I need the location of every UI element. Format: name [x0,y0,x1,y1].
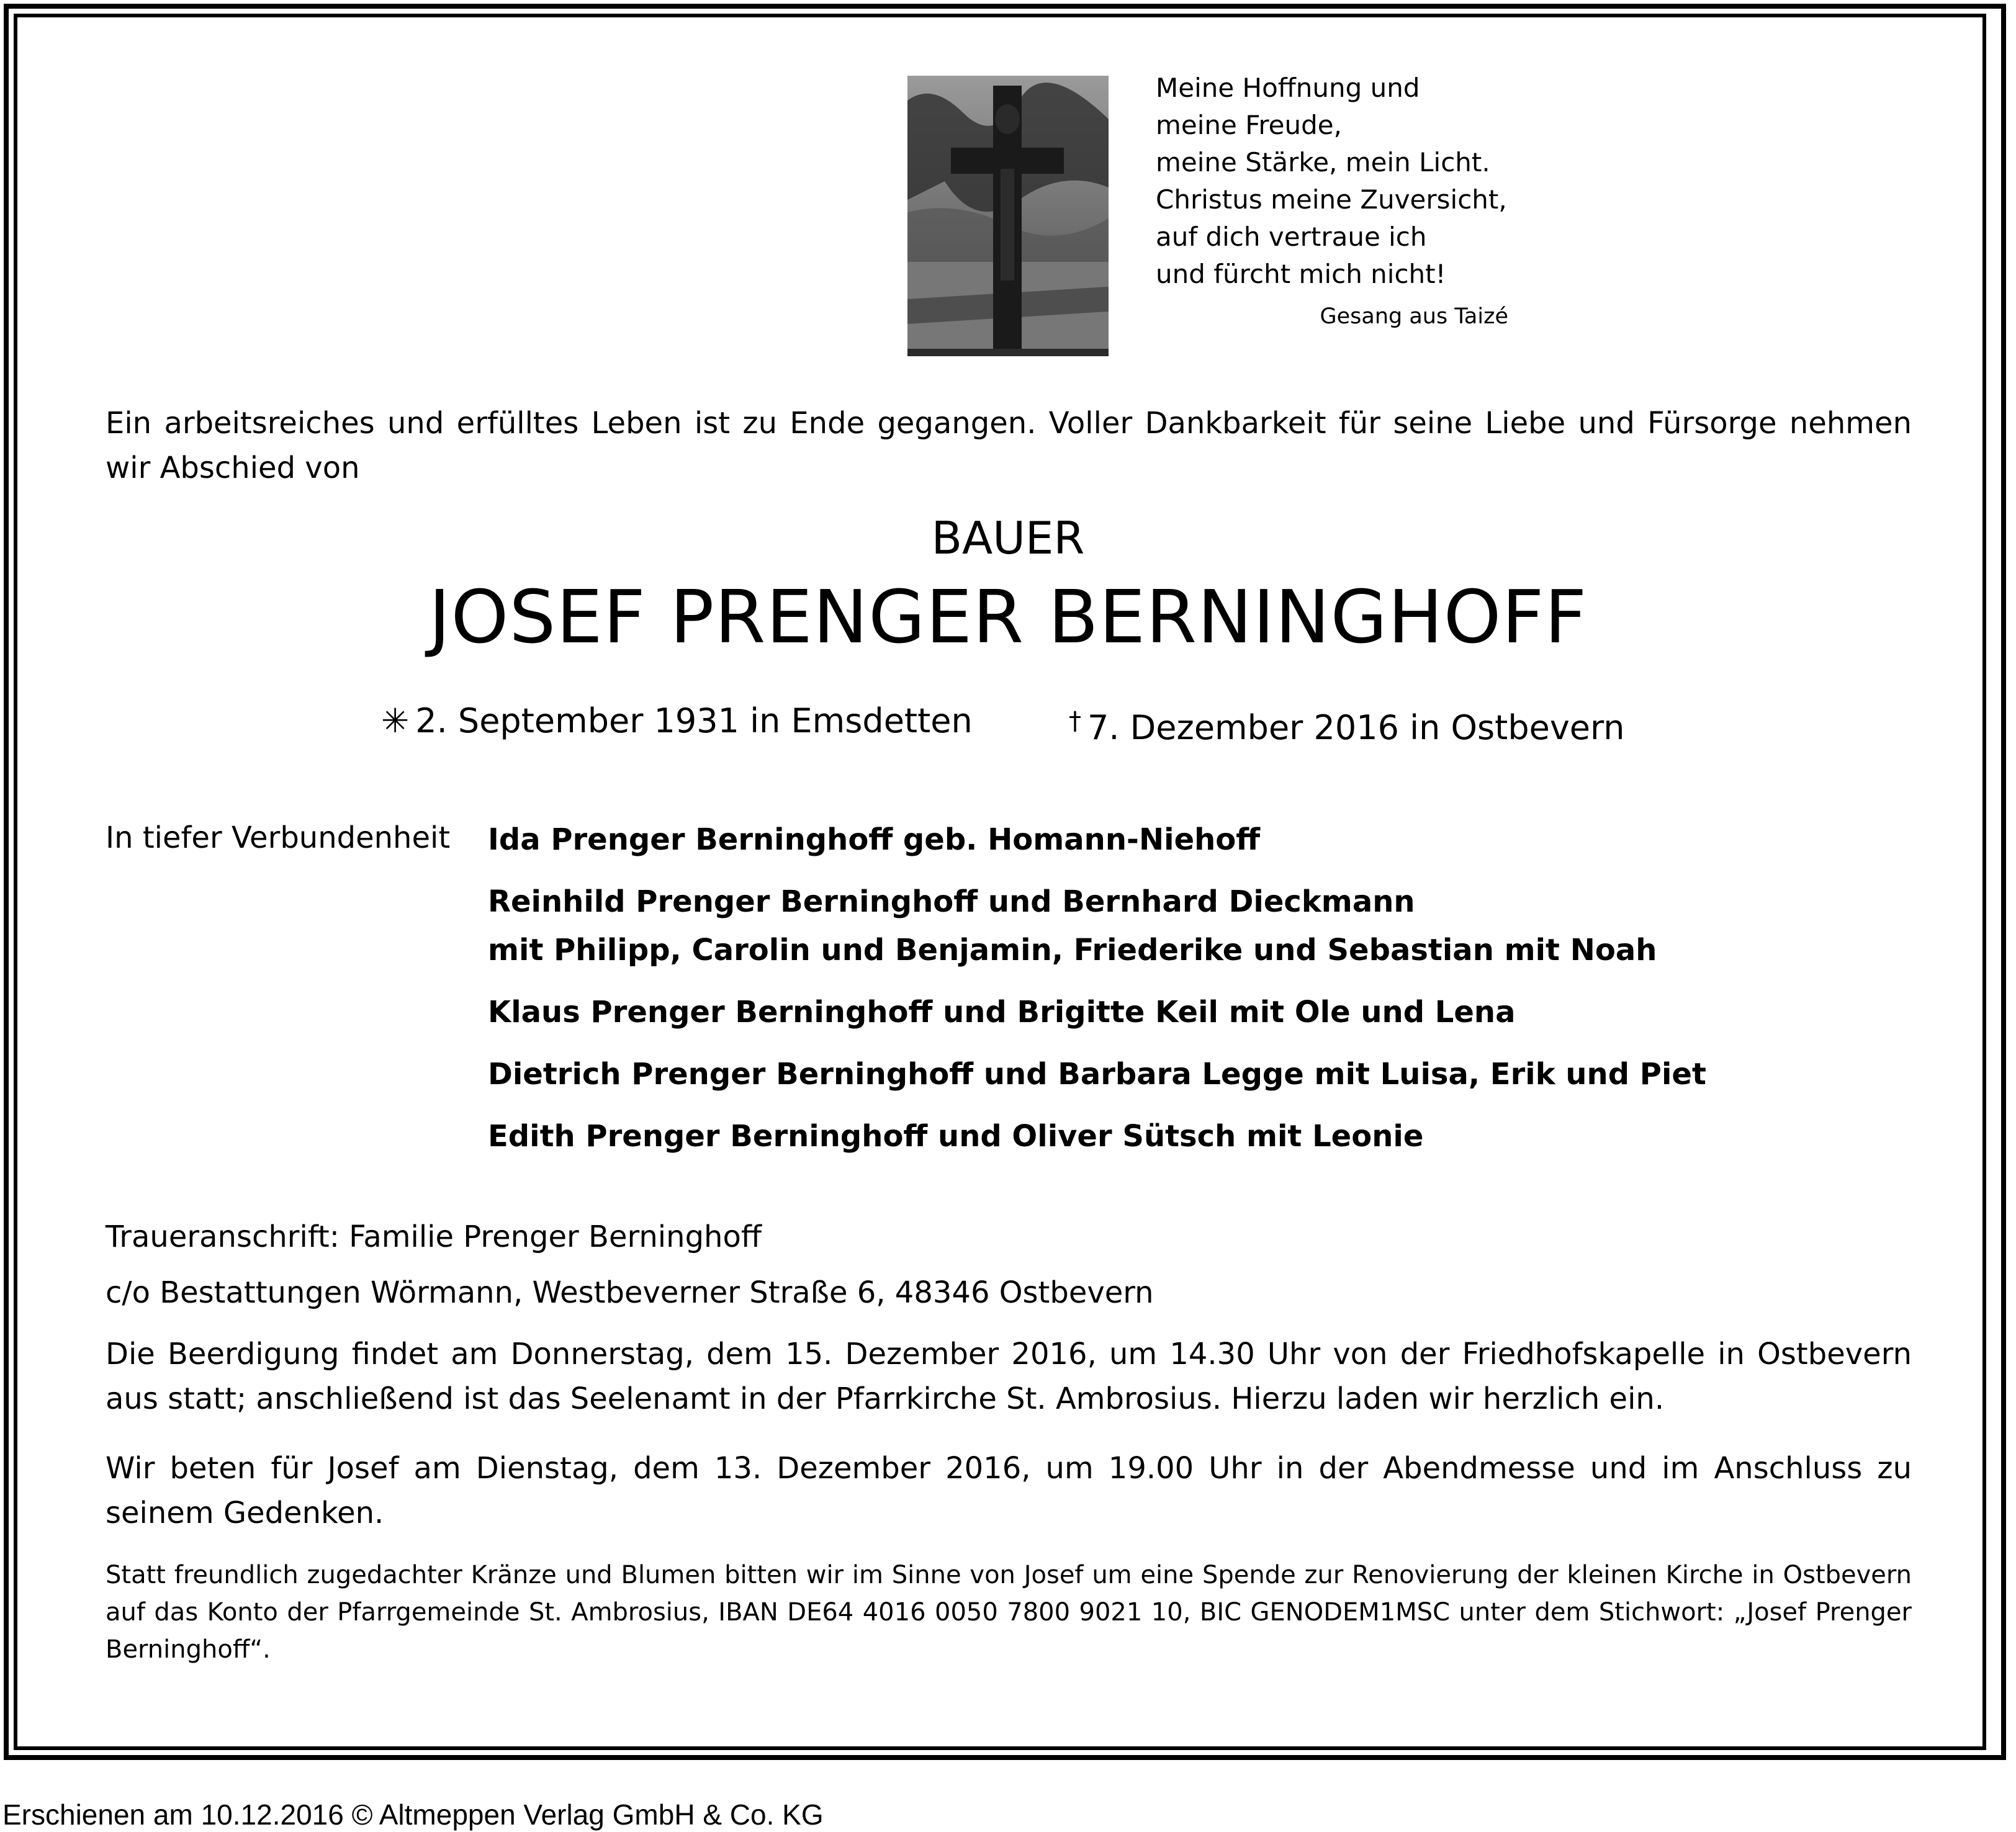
mourner-line: Dietrich Prenger Berninghoff und Barbara Legge mit Luisa, Erik und Piet [488,1057,1706,1092]
quote-line: meine Freude, [1156,110,1342,140]
quote-source: Gesang aus Taizé [1320,304,1508,329]
deceased-name: JOSEF PRENGER BERNINGHOFF [428,574,1588,660]
quote-line: Meine Hoffnung und [1156,73,1420,103]
mourner-group [488,815,1915,864]
publication-footer: Erschienen am 10.12.2016 © Altmeppen Verlag GmbH & Co. KG [2,1798,824,1831]
mourning-address [106,1209,1154,1321]
quote-block [1156,70,1553,293]
mourner-line: Ida Prenger Berninghoff geb. Homann-Niehoff [488,822,1261,857]
prayer-info: Wir beten für Josef am Dienstag, dem 13. Dezember 2016, um 19.00 Uhr in der Abendmesse und im Anschluss zu seinem Gedenken. [106,1451,1912,1530]
quote-line: auf dich vertraue ich [1156,222,1427,252]
address-line: c/o Bestattungen Wörmann, Westbeverner Straße 6, 48346 Ostbevern [106,1275,1154,1310]
mourner-line: Reinhild Prenger Berninghoff und Bernhard Dieckmann [488,884,1415,919]
mourner-line: Edith Prenger Berninghoff und Oliver Sütsch mit Leonie [488,1119,1424,1154]
mourner-group [488,878,1915,974]
death-cross-icon: † [1069,707,1081,735]
mourner-group [488,988,1915,1036]
mourner-group [488,1050,1915,1098]
birth-text: 2. September 1931 in Emsdetten [415,701,973,740]
intro-text: Ein arbeitsreiches und erfülltes Leben ist zu Ende gegangen. Voller Dankbarkeit für seine Liebe und Fürsorge nehmen wir Abschied von [106,406,1912,485]
quote-line: Christus meine Zuversicht, [1156,184,1507,215]
mourners-greeting: In tiefer Verbundenheit [106,820,451,855]
funeral-info: Die Beerdigung findet am Donnerstag, dem 15. Dezember 2016, um 14.30 Uhr von der Friedhofskapelle in Ostbevern aus statt; anschließend ist das Seelenamt in der Pfarrkirche St. Ambrosius. Hierzu laden wir herzlich ein. [106,1337,1912,1416]
mourner-group [488,1112,1915,1161]
mourner-line: Klaus Prenger Berninghoff und Brigitte Keil mit Ole und Lena [488,995,1516,1030]
address-line: Traueranschrift: Familie Prenger Berninghoff [106,1219,762,1254]
cross-photo-icon [907,76,1109,356]
mourners-list [488,815,1915,1174]
mourner-line: mit Philipp, Carolin und Benjamin, Friederike und Sebastian mit Noah [488,933,1657,968]
quote-line: meine Stärke, mein Licht. [1156,147,1490,177]
deceased-profession: BAUER [931,512,1085,564]
death-text: 7. Dezember 2016 in Ostbevern [1087,708,1625,747]
birth-date [381,696,973,746]
death-date [1069,696,1624,753]
donation-note: Statt freundlich zugedachter Kränze und Blumen bitten wir im Sinne von Josef um eine Spende zur Renovierung der kleinen Kirche in Ostbevern auf das Konto der Pfarrgemeinde St. Ambrosius, IBAN DE64 4016 0050 7800 9021 10, BIC GENODEM1MSC unter dem Stichwort: „Josef Prenger Berninghoff“. [106,1561,1912,1664]
birth-star-icon: ✳ [381,701,410,740]
quote-line: und fürcht mich nicht! [1156,259,1446,289]
